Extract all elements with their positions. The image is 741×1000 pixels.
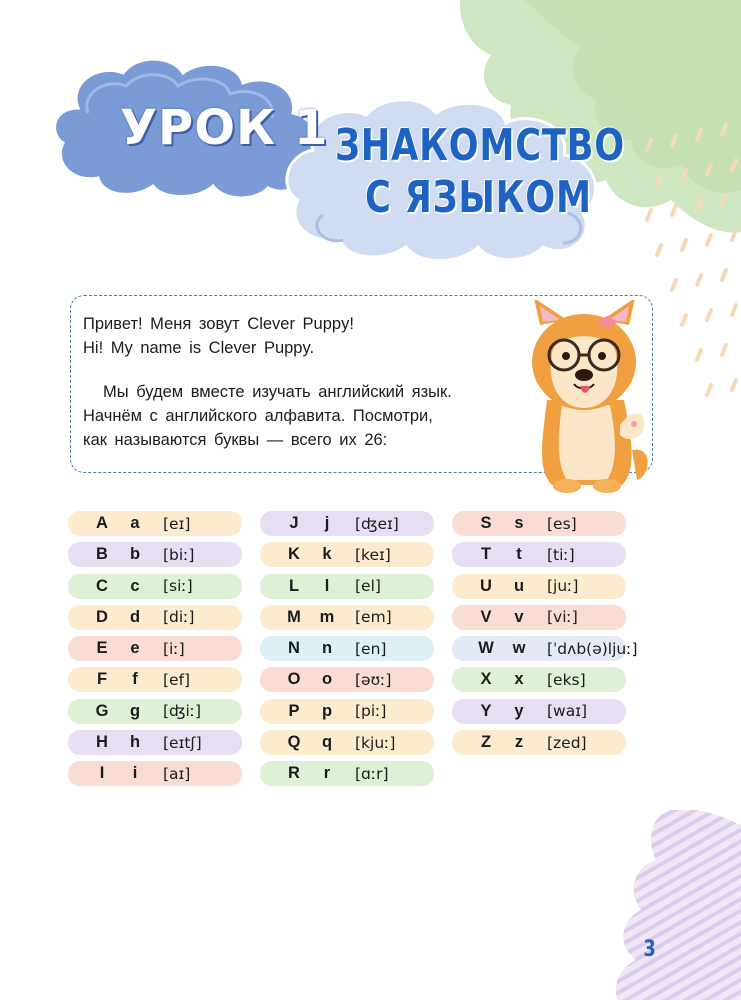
uppercase-letter: A — [96, 514, 108, 532]
letter-transcription: [biː] — [163, 545, 195, 564]
letter-transcription: [kjuː] — [355, 733, 396, 752]
alphabet-row-s — [452, 511, 626, 536]
lowercase-letter: y — [514, 701, 524, 720]
letter-transcription: [tiː] — [547, 545, 575, 564]
letter-transcription: [ʤiː] — [163, 702, 202, 721]
lowercase-letter: v — [514, 607, 524, 626]
letter-transcription: [eɪ] — [163, 514, 191, 533]
intro-paragraph-line1: Мы будем вместе изучать английский язык. — [103, 383, 452, 401]
uppercase-letter: H — [96, 733, 108, 752]
lowercase-letter: p — [321, 701, 333, 720]
uppercase-letter: B — [96, 545, 108, 564]
alphabet-column-3 — [452, 511, 638, 761]
uppercase-letter: R — [288, 764, 300, 783]
alphabet-row-c — [68, 574, 242, 599]
lowercase-letter: d — [129, 607, 141, 626]
lowercase-letter: c — [130, 576, 140, 595]
alphabet-row-m — [260, 605, 434, 630]
uppercase-letter: E — [96, 639, 108, 658]
alphabet-row-n — [260, 636, 434, 661]
uppercase-letter: I — [99, 764, 105, 783]
lesson-title-line2: С ЯЗЫКОМ — [365, 172, 592, 223]
alphabet-row-o — [260, 667, 434, 692]
purple-cloud-decoration — [611, 810, 741, 1000]
uppercase-letter: L — [288, 576, 300, 595]
letter-transcription: [ʤeɪ] — [355, 514, 399, 533]
lowercase-letter: q — [321, 733, 333, 752]
letter-transcription: [aɪ] — [163, 764, 191, 783]
lowercase-letter: h — [129, 733, 141, 752]
uppercase-letter: Z — [480, 733, 492, 752]
uppercase-letter: Q — [287, 733, 301, 752]
alphabet-row-t — [452, 542, 626, 567]
alphabet-row-f — [68, 667, 242, 692]
lesson-number: УРОК 1 — [120, 100, 329, 156]
letter-transcription: [keɪ] — [355, 545, 391, 564]
lowercase-letter: b — [129, 545, 141, 564]
uppercase-letter: J — [289, 514, 299, 532]
alphabet-row-a — [68, 511, 242, 536]
intro-paragraph-line3: как называются буквы — всего их 26: — [83, 431, 388, 449]
uppercase-letter: F — [96, 670, 108, 689]
alphabet-row-q — [260, 730, 434, 755]
letter-transcription: [siː] — [163, 577, 193, 596]
uppercase-letter: X — [480, 670, 492, 689]
alphabet-row-y — [452, 699, 626, 724]
page-number: 3 — [643, 937, 656, 962]
alphabet-row-r — [260, 761, 434, 786]
alphabet-row-w — [452, 636, 638, 661]
letter-transcription: [ef] — [163, 670, 191, 689]
alphabet-row-z — [452, 730, 626, 755]
alphabet-row-d — [68, 605, 242, 630]
lowercase-letter: l — [324, 576, 330, 595]
alphabet-row-i — [68, 761, 242, 786]
alphabet-row-b — [68, 542, 242, 567]
alphabet-table — [68, 511, 658, 791]
alphabet-row-e — [68, 636, 242, 661]
lowercase-letter: t — [516, 545, 522, 564]
alphabet-row-x — [452, 667, 626, 692]
lowercase-letter: z — [514, 733, 524, 752]
lowercase-letter: a — [130, 514, 140, 532]
letter-transcription: [iː] — [163, 639, 185, 658]
alphabet-row-h — [68, 730, 242, 755]
alphabet-row-p — [260, 699, 434, 724]
letter-transcription: [əʊː] — [355, 670, 392, 689]
lowercase-letter: f — [132, 670, 138, 689]
alphabet-row-g — [68, 699, 242, 724]
letter-transcription: [ɑːr] — [355, 764, 389, 783]
letter-transcription: [viː] — [547, 608, 578, 627]
lowercase-letter: r — [323, 764, 331, 783]
lowercase-letter: g — [129, 701, 141, 720]
uppercase-letter: K — [288, 545, 300, 564]
uppercase-letter: W — [478, 639, 494, 658]
lowercase-letter: k — [322, 545, 332, 564]
alphabet-row-u — [452, 574, 626, 599]
letter-transcription: [juː] — [547, 577, 579, 596]
uppercase-letter: V — [480, 607, 492, 626]
intro-text — [83, 312, 523, 452]
lowercase-letter: x — [514, 670, 524, 689]
alphabet-column-1 — [68, 511, 242, 793]
uppercase-letter: M — [287, 607, 301, 626]
letter-transcription: [piː] — [355, 702, 387, 721]
alphabet-row-l — [260, 574, 434, 599]
uppercase-letter: T — [480, 545, 492, 564]
alphabet-column-2 — [260, 511, 434, 793]
uppercase-letter: G — [95, 701, 109, 720]
lowercase-letter: j — [324, 514, 330, 532]
lesson-title-line1: ЗНАКОМСТВО — [335, 120, 626, 171]
uppercase-letter: U — [480, 576, 492, 595]
letter-transcription: [es] — [547, 514, 577, 533]
letter-transcription: [eks] — [547, 670, 586, 689]
uppercase-letter: N — [288, 639, 300, 658]
lowercase-letter: o — [321, 670, 333, 689]
letter-transcription: [waɪ] — [547, 702, 588, 721]
alphabet-row-v — [452, 605, 626, 630]
letter-transcription: [en] — [355, 639, 387, 658]
lowercase-letter: s — [514, 514, 524, 532]
intro-paragraph-line2: Начнём с английского алфавита. Посмотри, — [83, 407, 433, 425]
letter-transcription: [eɪtʃ] — [163, 733, 202, 752]
letter-transcription: [diː] — [163, 608, 195, 627]
greeting-ru: Привет! Меня зовут Clever Puppy! — [83, 315, 354, 333]
lowercase-letter: i — [132, 764, 138, 783]
clever-puppy-mascot-icon — [512, 300, 657, 495]
letter-transcription: [zed] — [547, 733, 587, 752]
uppercase-letter: S — [480, 514, 492, 532]
uppercase-letter: C — [96, 576, 108, 595]
uppercase-letter: Y — [480, 701, 492, 720]
letter-transcription: [el] — [355, 577, 381, 596]
letter-transcription: [em] — [355, 608, 392, 627]
uppercase-letter: O — [287, 670, 301, 689]
uppercase-letter: D — [96, 607, 108, 626]
lowercase-letter: n — [321, 639, 333, 658]
lowercase-letter: m — [319, 607, 335, 626]
lowercase-letter: e — [130, 639, 140, 658]
lowercase-letter: u — [513, 576, 525, 595]
alphabet-row-j — [260, 511, 434, 536]
uppercase-letter: P — [288, 701, 300, 720]
alphabet-row-k — [260, 542, 434, 567]
lowercase-letter: w — [512, 639, 526, 658]
greeting-en: Hi! My name is Clever Puppy. — [83, 339, 315, 357]
letter-transcription: [ˈdʌb(ə)ljuː] — [547, 639, 638, 658]
